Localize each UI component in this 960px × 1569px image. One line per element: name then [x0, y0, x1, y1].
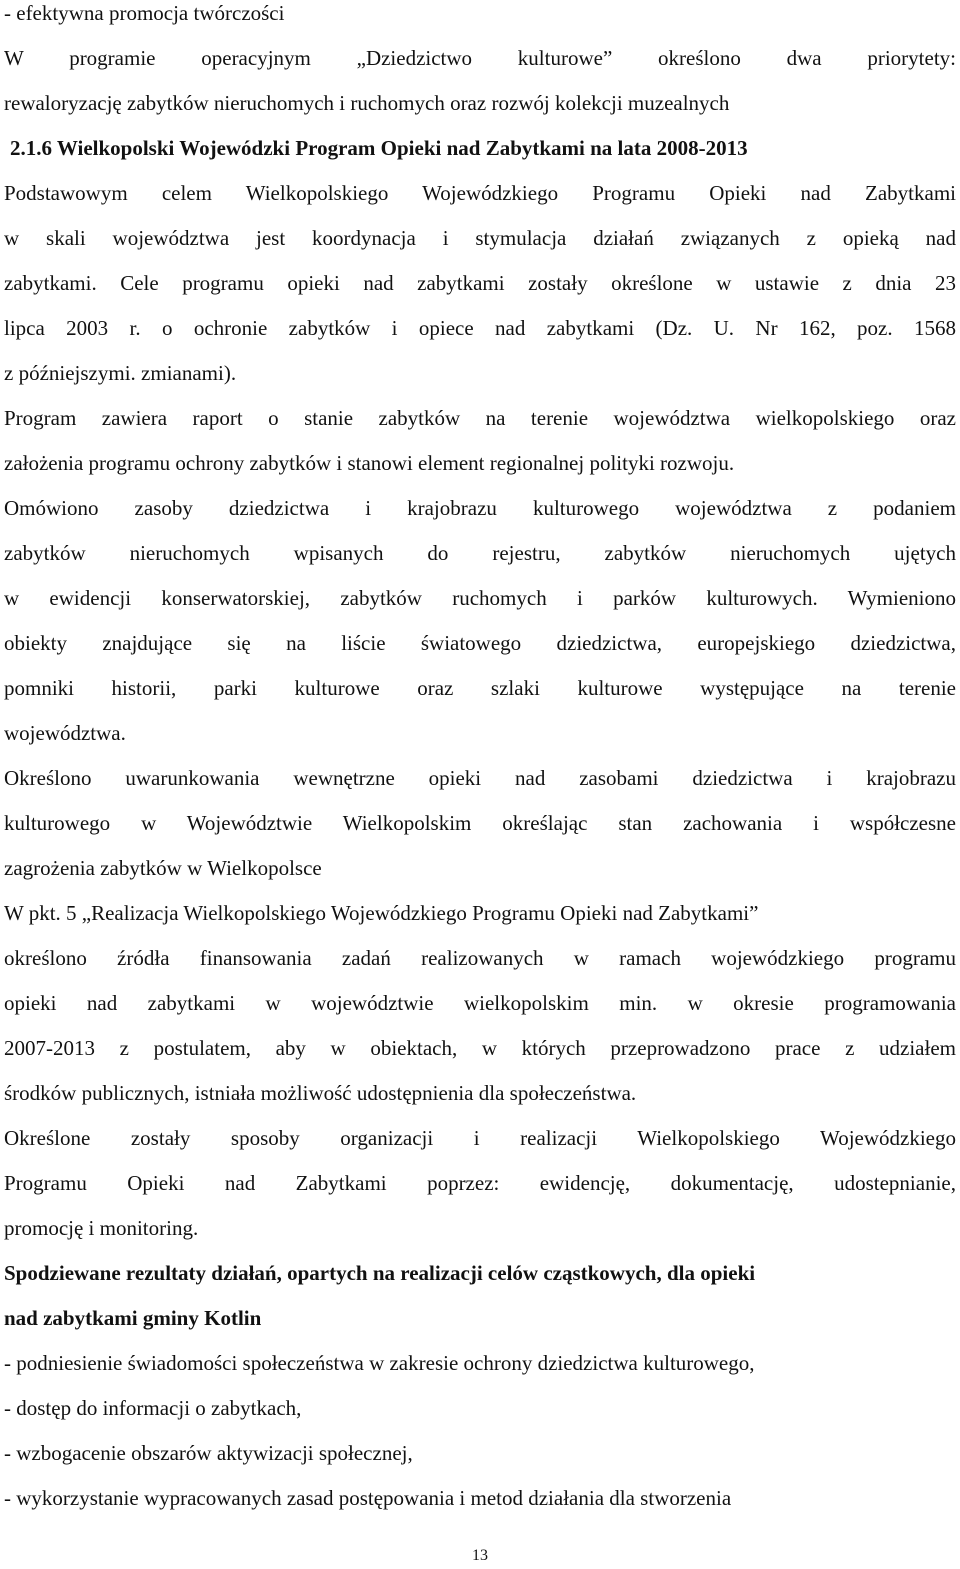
list-item: - wzbogacenie obszarów aktywizacji społecznej, [4, 1441, 413, 1465]
paragraph-line: opieki nad zabytkami w województwie wielkopolskim min. w okresie programowania [4, 991, 956, 1015]
paragraph-line: lipca 2003 r. o ochronie zabytków i opiece nad zabytkami (Dz. U. Nr 162, poz. 1568 [4, 316, 956, 340]
bold-heading-line: nad zabytkami gminy Kotlin [4, 1306, 262, 1330]
list-item: - dostęp do informacji o zabytkach, [4, 1396, 302, 1420]
paragraph-line: zabytkami. Cele programu opieki nad zabytkami zostały określone w ustawie z dnia 23 [4, 271, 956, 295]
paragraph-line: Omówiono zasoby dziedzictwa i krajobrazu kulturowego województwa z podaniem [4, 496, 956, 520]
paragraph-line: założenia programu ochrony zabytków i stanowi element regionalnej polityki rozwoju. [4, 451, 735, 475]
paragraph-line: Określono uwarunkowania wewnętrzne opieki nad zasobami dziedzictwa i krajobrazu [4, 766, 956, 790]
paragraph-line: w ewidencji konserwatorskiej, zabytków ruchomych i parków kulturowych. Wymieniono [4, 586, 956, 610]
paragraph-line: określono źródła finansowania zadań realizowanych w ramach wojewódzkiego programu [4, 946, 956, 970]
list-item: - efektywna promocja twórczości [4, 1, 285, 25]
paragraph-line: Określone zostały sposoby organizacji i realizacji Wielkopolskiego Wojewódzkiego [4, 1126, 956, 1150]
section-heading: 2.1.6 Wielkopolski Wojewódzki Program Opieki nad Zabytkami na lata 2008-2013 [10, 136, 748, 160]
paragraph-line: W programie operacyjnym „Dziedzictwo kulturowe” określono dwa priorytety: [4, 46, 956, 70]
paragraph-line: pomniki historii, parki kulturowe oraz szlaki kulturowe występujące na terenie [4, 676, 956, 700]
paragraph-line: promocję i monitoring. [4, 1216, 199, 1240]
page-number: 13 [472, 1547, 488, 1564]
paragraph-line: rewaloryzację zabytków nieruchomych i ruchomych oraz rozwój kolekcji muzealnych [4, 91, 730, 115]
paragraph-line: w skali województwa jest koordynacja i stymulacja działań związanych z opieką nad [4, 226, 956, 250]
list-item: - wykorzystanie wypracowanych zasad postępowania i metod działania dla stworzenia [4, 1486, 732, 1510]
bold-heading-line: Spodziewane rezultaty działań, opartych na realizacji celów cząstkowych, dla opieki [4, 1261, 756, 1285]
paragraph-line: środków publicznych, istniała możliwość udostępnienia dla społeczeństwa. [4, 1081, 637, 1105]
list-item: - podniesienie świadomości społeczeństwa w zakresie ochrony dziedzictwa kulturowego, [4, 1351, 755, 1375]
paragraph-line: Programu Opieki nad Zabytkami poprzez: ewidencję, dokumentację, udostepnianie, [4, 1171, 956, 1195]
paragraph-line: zagrożenia zabytków w Wielkopolsce [4, 856, 322, 880]
paragraph-line: zabytków nieruchomych wpisanych do rejestru, zabytków nieruchomych ujętych [4, 541, 956, 565]
paragraph-line: obiekty znajdujące się na liście światowego dziedzictwa, europejskiego dziedzictwa, [4, 631, 956, 655]
paragraph-line: Program zawiera raport o stanie zabytków na terenie województwa wielkopolskiego oraz [4, 406, 956, 430]
paragraph-line: Podstawowym celem Wielkopolskiego Wojewódzkiego Programu Opieki nad Zabytkami [4, 181, 956, 205]
paragraph-line: województwa. [4, 721, 126, 745]
paragraph-line: kulturowego w Województwie Wielkopolskim określając stan zachowania i współczesne [4, 811, 956, 835]
paragraph-line: 2007-2013 z postulatem, aby w obiektach, w których przeprowadzono prace z udziałem [4, 1036, 956, 1060]
paragraph-line: z późniejszymi. zmianami). [4, 361, 237, 385]
paragraph-line: W pkt. 5 „Realizacja Wielkopolskiego Wojewódzkiego Programu Opieki nad Zabytkami” [4, 901, 759, 925]
